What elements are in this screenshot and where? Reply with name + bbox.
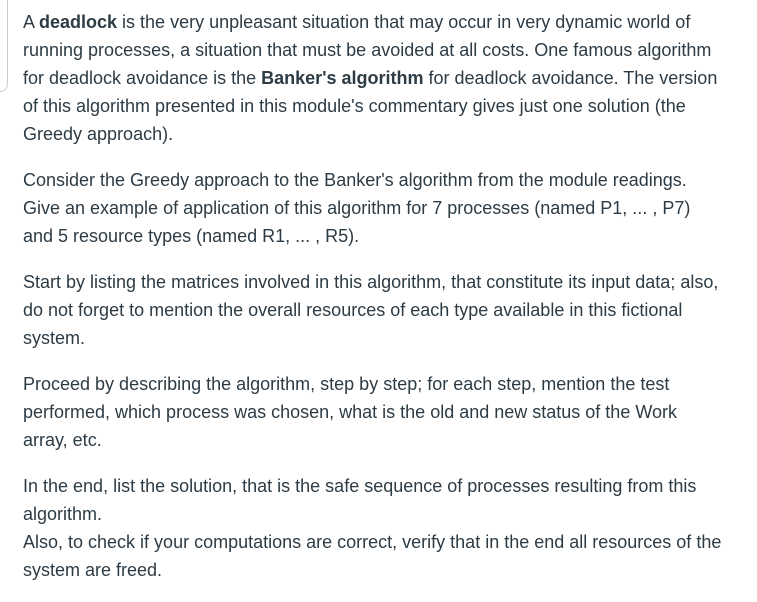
paragraph-matrices: Start by listing the matrices involved in this algorithm, that constitute its input data; also, do not forget to mention the overall resources of each type available in this fictional system. (23, 272, 719, 348)
paragraph-deadlock-intro (23, 8, 723, 148)
term-deadlock: deadlock (39, 12, 118, 32)
paragraph-steps: Proceed by describing the algorithm, step by step; for each step, mention the test performed, which process was chosen, what is the old and new status of the Work array, etc. (23, 374, 677, 450)
intro-middle: is the very unpleasant situation that may occur in very dynamic world of running processes, a situation that must be avoided at all costs. One famous algorithm for deadlock avoidance is the (23, 12, 712, 88)
solution-line: In the end, list the solution, that is the safe sequence of processes resulting from this algorithm. (23, 476, 697, 524)
paragraph-greedy-approach: Consider the Greedy approach to the Banker's algorithm from the module readings. Give an example of application of this algorithm for 7 processes (named P1, ... , P7) and 5 resource types (named R1, ... , R5). (23, 170, 691, 246)
intro-prefix: A (23, 12, 40, 32)
assignment-text (23, 8, 723, 584)
intro-suffix: for deadlock avoidance. The version of this algorithm presented in this module's commentary gives just one solution (the Greedy approach). (23, 68, 718, 144)
verification-line: Also, to check if your computations are correct, verify that in the end all resources of the system are freed. (23, 532, 722, 580)
panel-edge (0, 0, 8, 92)
term-bankers-algorithm: Banker's algorithm (261, 68, 424, 88)
paragraph-solution (23, 472, 723, 584)
